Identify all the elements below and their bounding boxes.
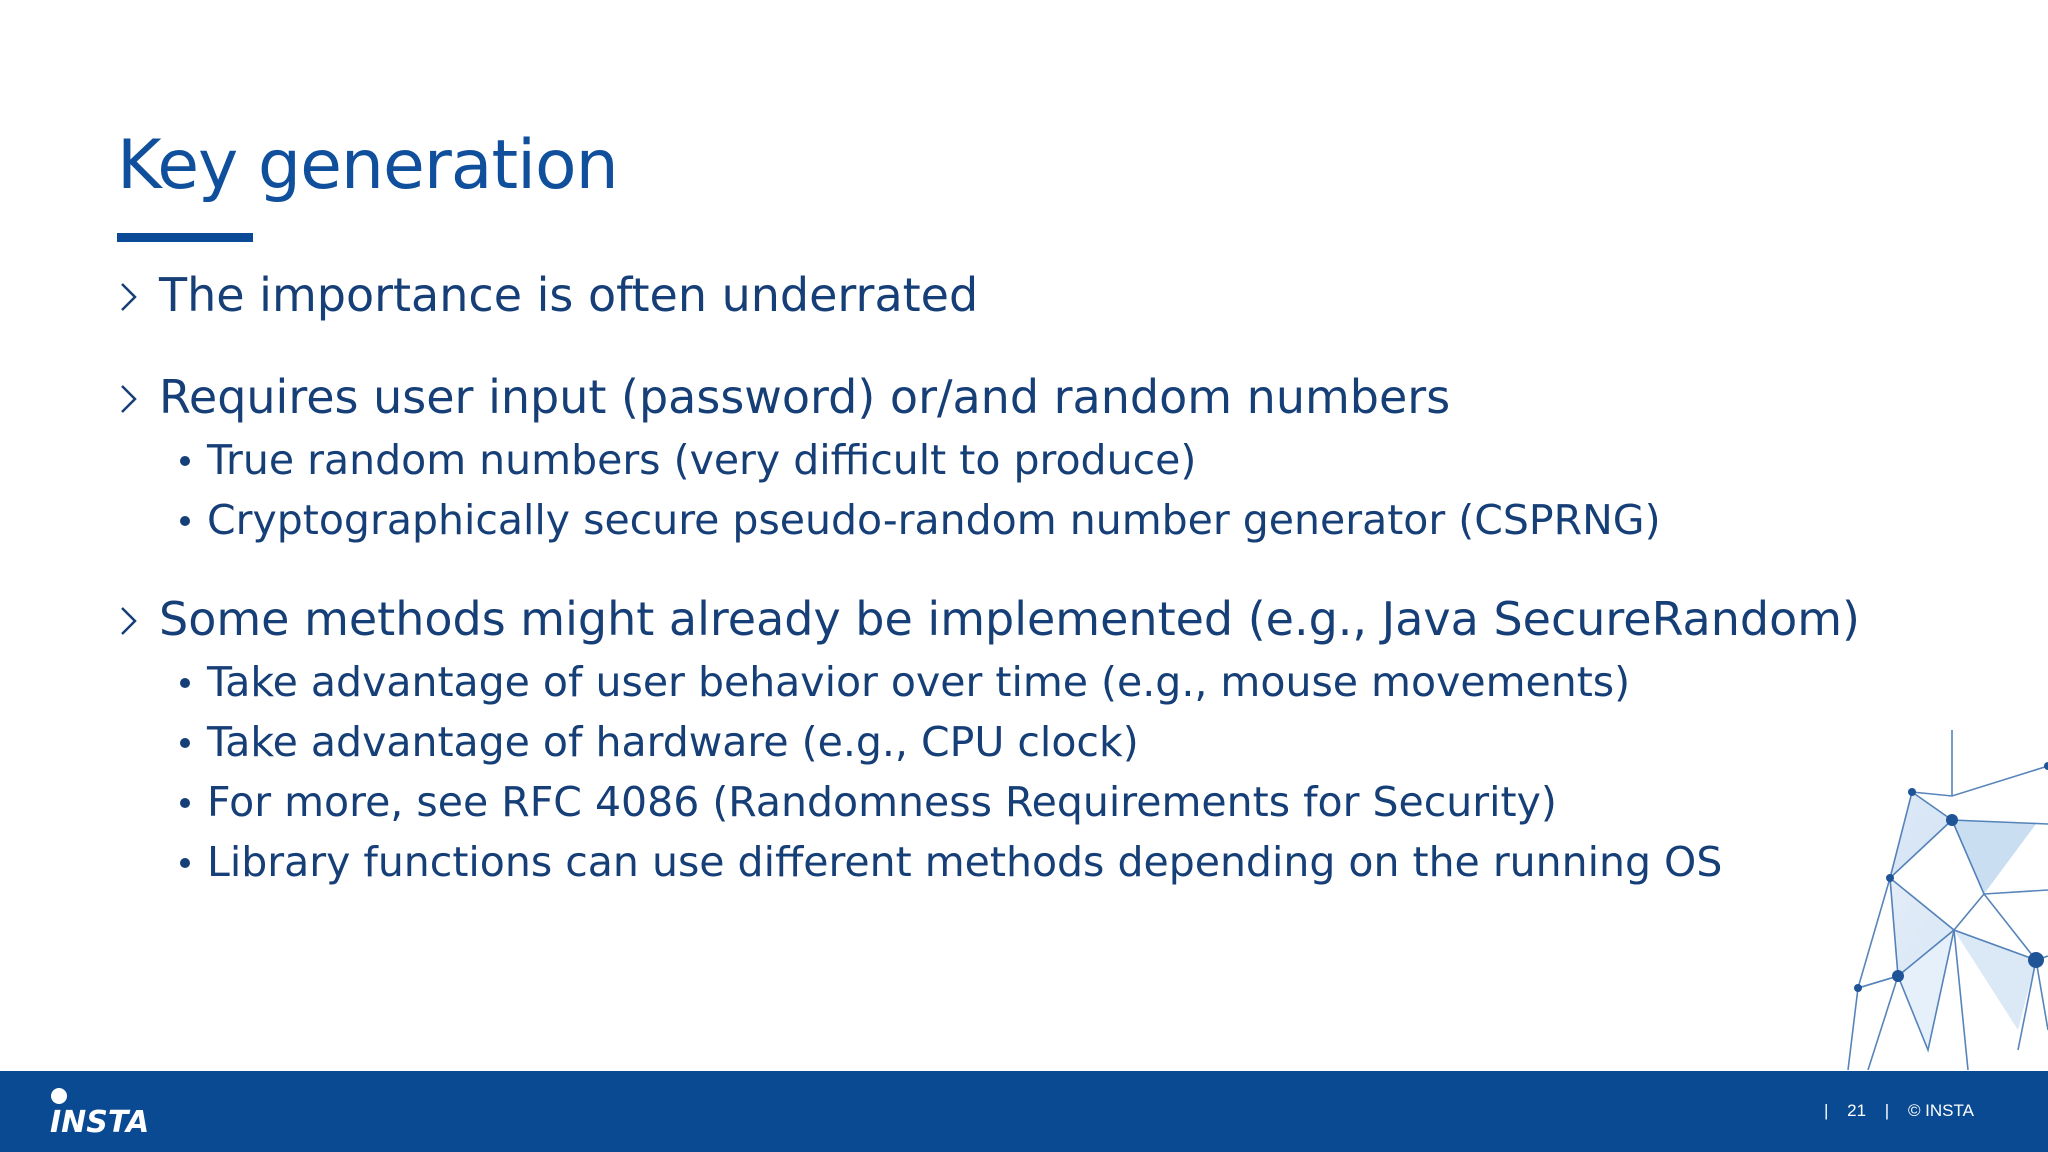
sub-bullet-text: Take advantage of hardware (e.g., CPU clock) bbox=[207, 718, 1139, 766]
bullet-dot-icon bbox=[180, 738, 190, 748]
sub-bullet-text: Cryptographically secure pseudo-random number generator (CSPRNG) bbox=[207, 496, 1661, 544]
bullet-list bbox=[117, 262, 1917, 892]
footer-separator: | bbox=[1823, 1101, 1829, 1120]
bullet-item bbox=[117, 262, 1917, 328]
footer-info bbox=[1824, 1101, 1988, 1121]
chevron-right-icon bbox=[117, 281, 141, 313]
bullet-text: The importance is often underrated bbox=[159, 268, 979, 322]
bullet-dot-icon bbox=[180, 678, 190, 688]
sub-bullet-item bbox=[117, 772, 1917, 832]
geodesic-sphere-graphic bbox=[1718, 730, 2048, 1070]
bullet-text: Some methods might already be implemented (e.g., Java SecureRandom) bbox=[159, 592, 1860, 646]
copyright: © INSTA bbox=[1907, 1101, 1974, 1120]
bullet-dot-icon bbox=[180, 798, 190, 808]
bullet-dot-icon bbox=[180, 858, 190, 868]
bullet-dot-icon bbox=[180, 456, 190, 466]
sub-bullet-item bbox=[117, 490, 1917, 550]
bullet-item bbox=[117, 586, 1917, 652]
bullet-text: Requires user input (password) or/and random numbers bbox=[159, 370, 1451, 424]
sub-bullet-item bbox=[117, 712, 1917, 772]
title-underline bbox=[117, 233, 253, 242]
logo-text: INSTA bbox=[50, 1105, 150, 1139]
bullet-dot-icon bbox=[180, 516, 190, 526]
footer-bar bbox=[0, 1071, 2048, 1152]
footer-separator: | bbox=[1884, 1101, 1890, 1120]
sub-bullet-text: Library functions can use different methods depending on the running OS bbox=[207, 838, 1723, 886]
page-number: 21 bbox=[1847, 1101, 1867, 1120]
sub-bullet-item bbox=[117, 832, 1917, 892]
sub-bullet-text: For more, see RFC 4086 (Randomness Requirements for Security) bbox=[207, 778, 1557, 826]
chevron-right-icon bbox=[117, 383, 141, 415]
slide-title: Key generation bbox=[117, 126, 618, 205]
sub-bullet-text: True random numbers (very difficult to produce) bbox=[207, 436, 1197, 484]
chevron-right-icon bbox=[117, 605, 141, 637]
sub-bullet-text: Take advantage of user behavior over time (e.g., mouse movements) bbox=[207, 658, 1631, 706]
insta-logo bbox=[48, 1085, 198, 1139]
bullet-item bbox=[117, 364, 1917, 430]
sub-bullet-item bbox=[117, 652, 1917, 712]
sub-bullet-item bbox=[117, 430, 1917, 490]
